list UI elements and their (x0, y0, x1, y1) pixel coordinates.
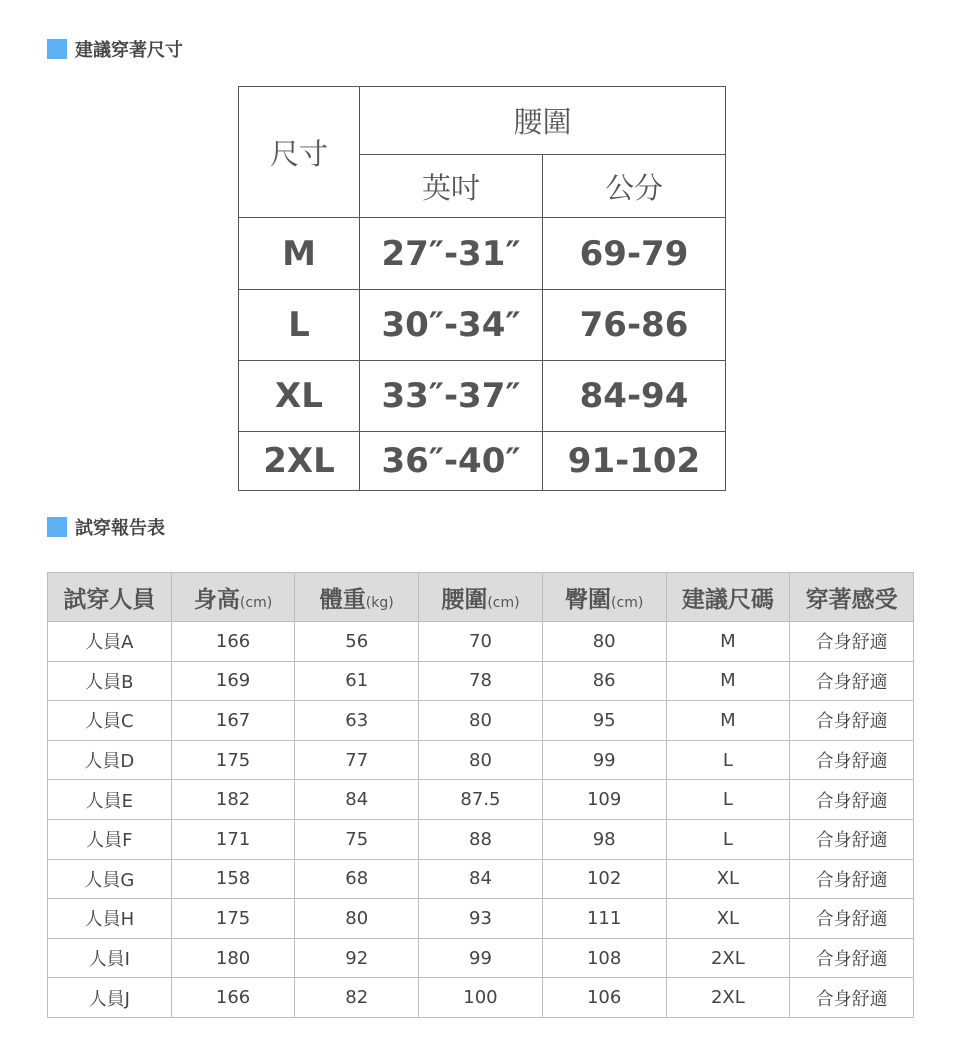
table-cell: 82 (295, 978, 419, 1018)
table-cell: L (666, 819, 790, 859)
cm-cell: 84-94 (543, 361, 726, 432)
report-header-cell (790, 573, 914, 622)
size-header: 尺寸 (239, 87, 360, 218)
table-cell: 169 (171, 661, 295, 701)
table-cell: 111 (542, 899, 666, 939)
table-cell: XL (666, 859, 790, 899)
size-row (239, 218, 726, 290)
table-cell: 95 (542, 701, 666, 741)
report-header-row (48, 573, 914, 622)
table-cell: 109 (542, 780, 666, 820)
table-cell: 合身舒適 (790, 899, 914, 939)
section-marker-icon (47, 39, 67, 59)
table-cell: 合身舒適 (790, 780, 914, 820)
inch-cell: 36″-40″ (360, 432, 543, 491)
table-cell: 108 (542, 938, 666, 978)
table-cell: 人員J (48, 978, 172, 1018)
table-cell: 166 (171, 978, 295, 1018)
table-cell: 180 (171, 938, 295, 978)
header-unit: (cm) (611, 594, 644, 611)
table-cell: 171 (171, 819, 295, 859)
table-cell: 86 (542, 661, 666, 701)
header-unit: (cm) (487, 594, 520, 611)
table-cell: 56 (295, 622, 419, 662)
report-header-cell (419, 573, 543, 622)
table-cell: 人員E (48, 780, 172, 820)
table-row (48, 661, 914, 701)
table-row (48, 622, 914, 662)
table-cell: 175 (171, 740, 295, 780)
table-cell: M (666, 701, 790, 741)
table-cell: 合身舒適 (790, 938, 914, 978)
table-row (48, 938, 914, 978)
table-row (48, 978, 914, 1018)
table-cell: 人員I (48, 938, 172, 978)
header-label: 體重 (319, 586, 366, 613)
table-cell: 87.5 (419, 780, 543, 820)
section-title-fitting-report (47, 514, 165, 540)
cm-cell: 91-102 (543, 432, 726, 491)
table-cell: M (666, 661, 790, 701)
report-header-cell (48, 573, 172, 622)
table-cell: 80 (542, 622, 666, 662)
table-row (48, 819, 914, 859)
inch-cell: 27″-31″ (360, 218, 543, 290)
table-cell: 80 (419, 701, 543, 741)
table-cell: 合身舒適 (790, 740, 914, 780)
table-cell: 人員A (48, 622, 172, 662)
report-header-cell (666, 573, 790, 622)
size-cell: L (239, 290, 360, 361)
table-cell: 合身舒適 (790, 701, 914, 741)
table-cell: 100 (419, 978, 543, 1018)
report-header-cell (295, 573, 419, 622)
table-cell: 80 (419, 740, 543, 780)
table-cell: 92 (295, 938, 419, 978)
table-cell: 合身舒適 (790, 819, 914, 859)
table-cell: 人員C (48, 701, 172, 741)
table-cell: 166 (171, 622, 295, 662)
header-label: 身高 (193, 586, 240, 613)
fitting-report-table (47, 572, 914, 1018)
header-label: 腰圍 (441, 586, 488, 613)
table-cell: L (666, 740, 790, 780)
header-label: 穿著感受 (805, 586, 898, 613)
table-row (48, 701, 914, 741)
section-title-text: 建議穿著尺寸 (75, 40, 183, 61)
inch-header: 英吋 (360, 155, 543, 218)
inch-cell: 33″-37″ (360, 361, 543, 432)
table-cell: 63 (295, 701, 419, 741)
table-cell: 77 (295, 740, 419, 780)
cm-header: 公分 (543, 155, 726, 218)
table-cell: 175 (171, 899, 295, 939)
report-header-cell (542, 573, 666, 622)
table-cell: 158 (171, 859, 295, 899)
inch-cell: 30″-34″ (360, 290, 543, 361)
table-cell: 2XL (666, 938, 790, 978)
table-cell: 78 (419, 661, 543, 701)
table-cell: 合身舒適 (790, 622, 914, 662)
header-label: 建議尺碼 (681, 586, 774, 613)
table-cell: 人員G (48, 859, 172, 899)
header-label: 試穿人員 (63, 586, 156, 613)
table-row (48, 859, 914, 899)
table-cell: 61 (295, 661, 419, 701)
table-cell: 99 (419, 938, 543, 978)
table-cell: 93 (419, 899, 543, 939)
table-cell: 合身舒適 (790, 859, 914, 899)
table-row (48, 740, 914, 780)
table-cell: 80 (295, 899, 419, 939)
table-row (48, 780, 914, 820)
table-cell: 70 (419, 622, 543, 662)
table-cell: 99 (542, 740, 666, 780)
table-cell: L (666, 780, 790, 820)
size-cell: M (239, 218, 360, 290)
cm-cell: 69-79 (543, 218, 726, 290)
section-title-text: 試穿報告表 (75, 518, 165, 539)
table-cell: M (666, 622, 790, 662)
size-cell: XL (239, 361, 360, 432)
report-header-cell (171, 573, 295, 622)
waist-header: 腰圍 (360, 87, 726, 155)
header-label: 臀圍 (565, 586, 612, 613)
table-cell: 88 (419, 819, 543, 859)
table-cell: 2XL (666, 978, 790, 1018)
size-cell: 2XL (239, 432, 360, 491)
table-cell: 68 (295, 859, 419, 899)
cm-cell: 76-86 (543, 290, 726, 361)
table-cell: 人員F (48, 819, 172, 859)
table-cell: 人員H (48, 899, 172, 939)
table-cell: 75 (295, 819, 419, 859)
table-cell: 人員B (48, 661, 172, 701)
header-unit: (kg) (365, 594, 394, 611)
header-unit: (cm) (239, 594, 273, 611)
table-cell: 102 (542, 859, 666, 899)
table-cell: 167 (171, 701, 295, 741)
table-cell: 人員D (48, 740, 172, 780)
size-row (239, 290, 726, 361)
table-row (48, 899, 914, 939)
section-title-size-guide (47, 36, 183, 62)
table-cell: 84 (295, 780, 419, 820)
table-cell: 合身舒適 (790, 661, 914, 701)
size-row (239, 361, 726, 432)
table-cell: 106 (542, 978, 666, 1018)
table-cell: 合身舒適 (790, 978, 914, 1018)
table-cell: XL (666, 899, 790, 939)
table-cell: 182 (171, 780, 295, 820)
size-table (238, 86, 726, 491)
table-cell: 84 (419, 859, 543, 899)
table-cell: 98 (542, 819, 666, 859)
size-row (239, 432, 726, 491)
section-marker-icon (47, 517, 67, 537)
